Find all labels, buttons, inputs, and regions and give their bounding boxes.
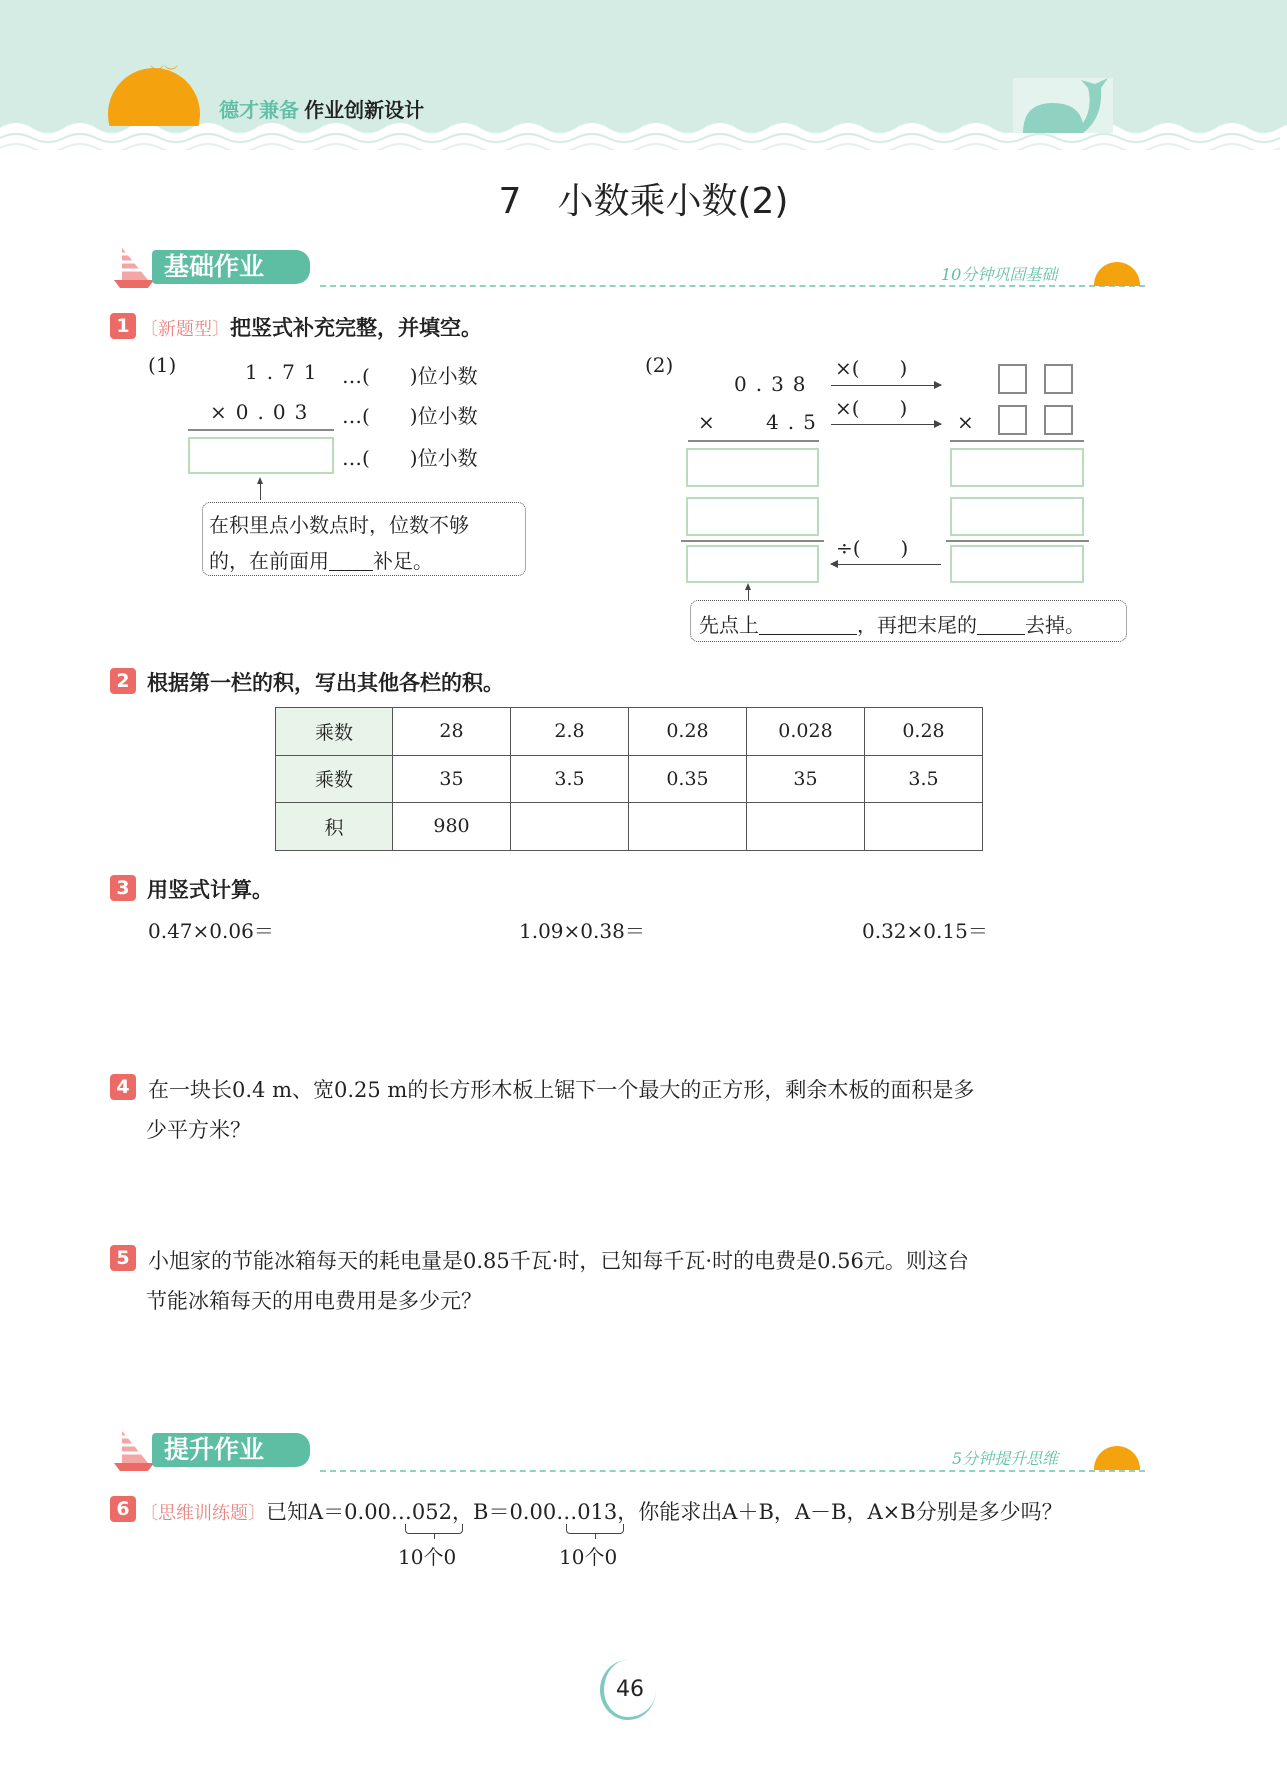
digit-box[interactable] (998, 364, 1027, 394)
question-text: 把竖式补充完整，并填空。 (230, 316, 482, 340)
question-1-prompt (140, 312, 482, 342)
question-number: 6 (110, 1496, 136, 1522)
sun-icon (1094, 262, 1140, 286)
arrow-right-icon (831, 424, 941, 425)
multiplier: 4.5 (766, 410, 825, 434)
hint-text: 先点上 (699, 613, 759, 637)
decimal-places-blank[interactable]: …( )位小数 (342, 404, 478, 428)
table-cell: 3.5 (511, 755, 629, 803)
question-text: 小旭家的节能冰箱每天的耗电量是0.85千瓦·时，已知每千瓦·时的电费是0.56元。则这台 (148, 1249, 969, 1273)
multiply-sign: × (957, 410, 974, 434)
table-cell: 3.5 (865, 755, 983, 803)
row-header: 乘数 (276, 708, 393, 756)
partial-product-box[interactable] (950, 448, 1084, 487)
question-tag: 〔新题型〕 (140, 319, 230, 340)
decimal-places-blank[interactable]: …( )位小数 (342, 364, 478, 388)
equation-line (188, 429, 334, 431)
section-label: 基础作业 (152, 250, 310, 284)
section-tagline: 10分钟巩固基础 (941, 265, 1058, 284)
sailboat-icon (112, 1431, 156, 1471)
calculation-expression: 0.47×0.06＝ (148, 919, 274, 943)
question-text: 在一块长0.4 m、宽0.25 m的长方形木板上锯下一个最大的正方形，剩余木板的面积是多 (148, 1078, 975, 1102)
table-cell: 980 (393, 803, 511, 851)
equation-line (950, 440, 1084, 442)
question-number: 2 (110, 668, 136, 694)
table-row (276, 755, 983, 803)
underbrace (405, 1524, 463, 1534)
hint-text: 的，在前面用 (209, 549, 329, 573)
hint-box (202, 502, 526, 576)
question-text: 节能冰箱每天的用电费用是多少元？ (146, 1289, 482, 1313)
hint-text: ，再把末尾的 (857, 613, 977, 637)
table-row (276, 708, 983, 756)
brand-black-text: 作业创新设计 (304, 98, 425, 122)
brand-green-text: 德才兼备 (219, 98, 299, 122)
part-label: (2) (645, 353, 674, 377)
multiplicand: 1.71 (245, 360, 326, 384)
arrow-up-icon (260, 482, 261, 500)
brace-label: 10个0 (398, 1545, 457, 1569)
question-text: 少平方米？ (146, 1118, 251, 1142)
bird-icon: ︶︶ (150, 65, 178, 81)
sun-icon (1094, 1446, 1140, 1470)
digit-box[interactable] (1044, 405, 1073, 435)
decimal-places-blank[interactable]: …( )位小数 (342, 446, 478, 470)
fill-blank[interactable] (759, 615, 857, 635)
section-divider (320, 1470, 1145, 1472)
products-table (275, 707, 983, 851)
header-brand (219, 94, 424, 123)
arrow-left-icon (831, 564, 941, 565)
equation-line (681, 540, 824, 542)
product-answer-box[interactable] (686, 545, 819, 583)
calculation-expression: 1.09×0.38＝ (519, 919, 645, 943)
table-cell: 0.28 (629, 708, 747, 756)
product-answer-box[interactable] (188, 437, 334, 474)
section-banner-advanced (112, 1431, 342, 1471)
answer-cell[interactable] (629, 803, 747, 851)
section-tagline: 5分钟提升思维 (952, 1449, 1059, 1468)
question-6-prompt (140, 1496, 1063, 1526)
section-label: 提升作业 (152, 1433, 310, 1467)
table-cell: 2.8 (511, 708, 629, 756)
question-number: 5 (110, 1245, 136, 1271)
underbrace (566, 1524, 624, 1534)
multiplicand: 0.38 (734, 372, 815, 396)
equation-line (946, 540, 1089, 542)
table-cell: 0.28 (865, 708, 983, 756)
question-number: 4 (110, 1074, 136, 1100)
multiplier: ×0.03 (210, 400, 317, 424)
divide-factor-blank[interactable]: ÷( ) (836, 536, 909, 560)
hint-text: 在积里点小数点时，位数不够 (209, 513, 469, 537)
question-tag: 〔思维训练题〕 (140, 1503, 266, 1524)
calculation-expression: 0.32×0.15＝ (862, 919, 988, 943)
fill-blank[interactable] (977, 615, 1025, 635)
table-cell: 28 (393, 708, 511, 756)
row-header: 乘数 (276, 755, 393, 803)
hint-text: 补足。 (373, 549, 433, 573)
table-cell: 0.35 (629, 755, 747, 803)
answer-cell[interactable] (511, 803, 629, 851)
arrow-up-icon (748, 588, 749, 600)
equation-line (688, 440, 819, 442)
answer-cell[interactable] (865, 803, 983, 851)
row-header: 积 (276, 803, 393, 851)
part-label: (1) (148, 353, 177, 377)
sailboat-icon (112, 248, 156, 288)
partial-product-box[interactable] (950, 497, 1084, 536)
digit-box[interactable] (998, 405, 1027, 435)
page-title: 7 小数乘小数(2) (498, 181, 789, 222)
hint-text: 去掉。 (1025, 613, 1085, 637)
table-row (276, 803, 983, 851)
section-banner-basic (112, 248, 342, 288)
multiply-sign: × (698, 410, 715, 434)
partial-product-box[interactable] (686, 448, 819, 487)
table-cell: 0.028 (747, 708, 865, 756)
question-text: 用竖式计算。 (147, 878, 273, 902)
question-text: 根据第一栏的积，写出其他各栏的积。 (147, 671, 504, 695)
question-number: 3 (110, 875, 136, 901)
partial-product-box[interactable] (686, 497, 819, 536)
table-cell: 35 (393, 755, 511, 803)
question-text: 已知A＝0.00…052，B＝0.00…013，你能求出A＋B，A－B，A×B分别是多少吗？ (266, 1500, 1063, 1524)
question-number: 1 (110, 313, 136, 339)
section-divider (320, 285, 1145, 287)
product-answer-box[interactable] (950, 545, 1084, 583)
hint-box (690, 600, 1127, 642)
multiply-factor-blank[interactable]: ×( ) (835, 396, 908, 420)
whale-icon (1013, 78, 1113, 133)
brace-label: 10个0 (559, 1545, 618, 1569)
answer-cell[interactable] (747, 803, 865, 851)
multiply-factor-blank[interactable]: ×( ) (835, 356, 908, 380)
table-cell: 35 (747, 755, 865, 803)
arrow-right-icon (831, 385, 941, 386)
page-number: 46 (600, 1660, 656, 1720)
digit-box[interactable] (1044, 364, 1073, 394)
fill-blank[interactable] (329, 551, 373, 571)
